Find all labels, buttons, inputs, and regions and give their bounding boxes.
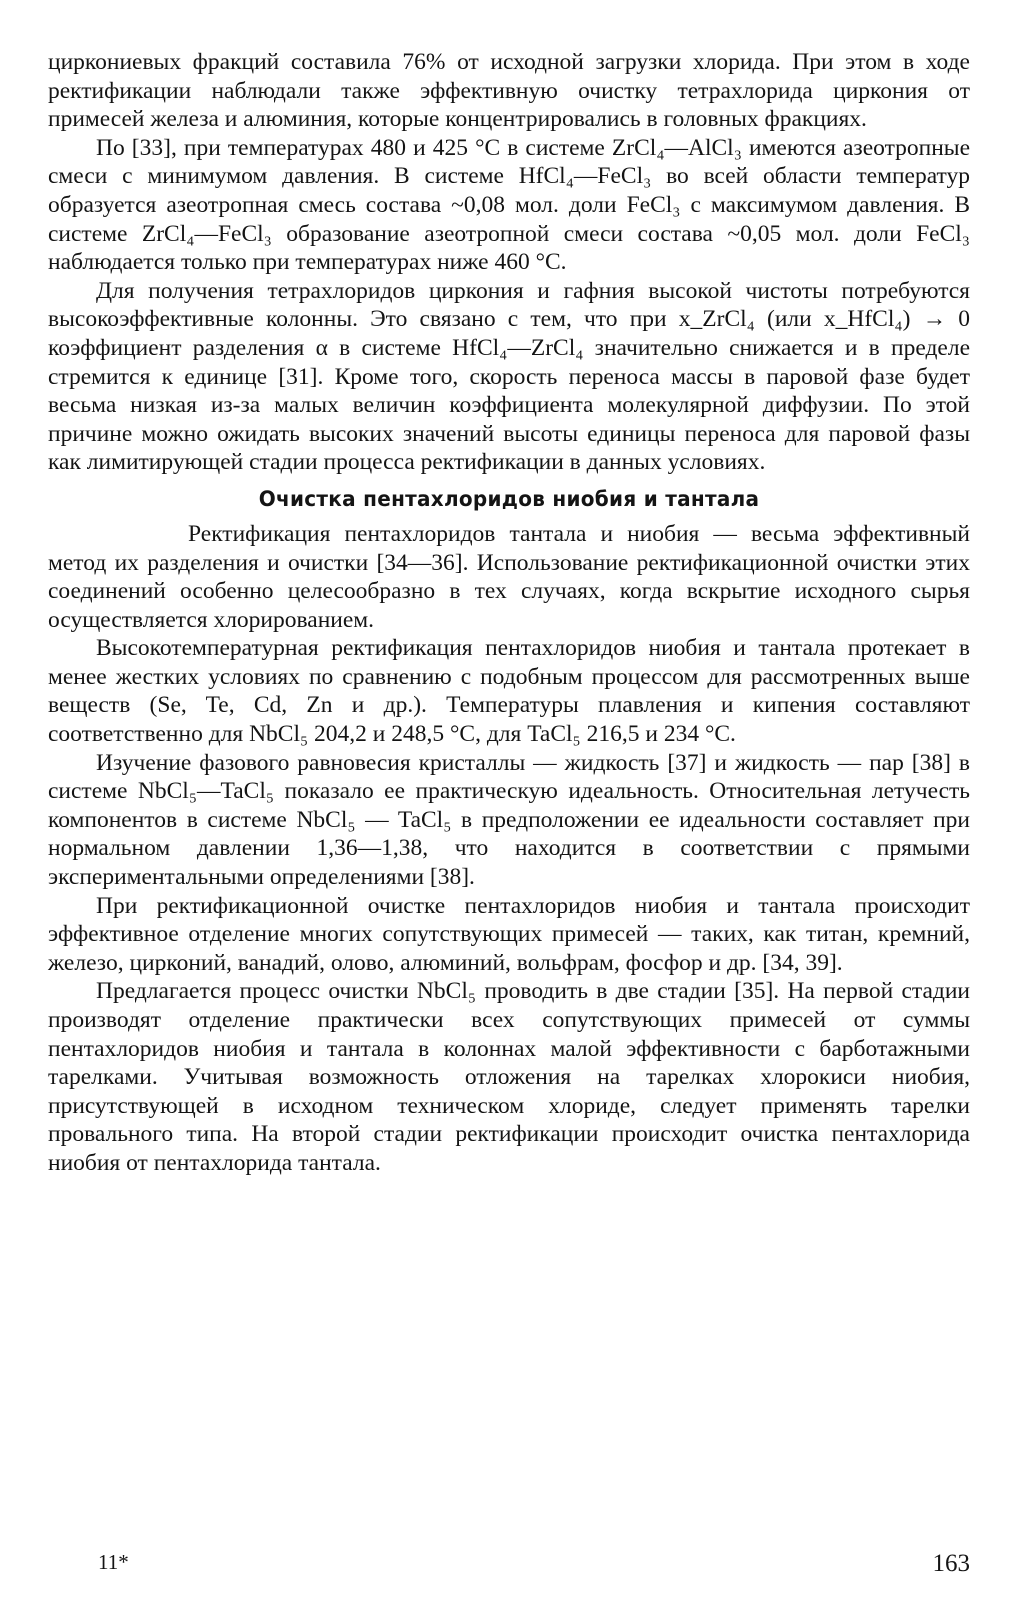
paragraph-4: Ректификация пентахлоридов тантала и ниобия — весьма эффективный метод их разделения и очистки [34—36]. Использование ректификационной очистки этих соединений особенно целесообразно в тех случаях, когда вскрытие исходного сырья осуществляется хлорированием. <box>48 520 970 633</box>
paragraph-6: Изучение фазового равновесия кристаллы — жидкость [37] и жидкость — пар [38] в системе NbCl₅—TaCl₅ показало ее практическую идеальность. Относительная летучесть компонентов в системе NbCl₅ — TaCl₅ в предположении ее идеальности составляет при нормальном давлении 1,36—1,38, что находится в соответствии с прямыми экспериментальными определениями [38]. <box>48 749 970 891</box>
paragraph-2: По [33], при температурах 480 и 425 °С в системе ZrCl₄—AlCl₃ имеются азеотропные смеси с минимумом давления. В системе HfCl₄—FeCl₃ во всей области температур образуется азеотропная смесь состава ~0,08 мол. доли FeCl₃ с максимумом давления. В системе ZrCl₄—FeCl₃ образование азеотропной смеси состава ~0,05 мол. доли FeCl₃ наблюдается только при температурах ниже 460 °С. <box>48 134 970 276</box>
paragraph-8: Предлагается процесс очистки NbCl₅ проводить в две стадии [35]. На первой стадии производят отделение практически всех сопутствующих примесей от суммы пентахлоридов ниобия и тантала в колоннах малой эффективности с барботажными тарелками. Учитывая возможность отложения на тарелках хлорокиси ниобия, присутствующей в исходном техническом хлориде, следует применять тарелки провального типа. На второй стадии ректификации происходит очистка пентахлорида ниобия от пентахлорида тантала. <box>48 978 970 1176</box>
page-number: 163 <box>932 1550 970 1577</box>
page-footer <box>48 1550 970 1580</box>
paragraph-5: Высокотемпературная ректификация пентахлоридов ниобия и тантала протекает в менее жестких условиях по сравнению с подобным процессом для рассмотренных выше веществ (Se, Te, Cd, Zn и др.). Температуры плавления и кипения составляют соответственно для NbCl₅ 204,2 и 248,5 °С, для TaCl₅ 216,5 и 234 °С. <box>48 635 970 748</box>
paragraph-7: При ректификационной очистке пентахлоридов ниобия и тантала происходит эффективное отделение многих сопутствующих примесей — таких, как титан, кремний, железо, цирконий, ванадий, олово, алюминий, вольфрам, фосфор и др. [34, 39]. <box>48 892 970 976</box>
section-heading: Очистка пентахлоридов ниобия и тантала <box>258 486 760 512</box>
signature-mark: 11* <box>98 1550 129 1574</box>
page-body <box>48 48 970 1178</box>
paragraph-3: Для получения тетрахлоридов циркония и гафния высокой чистоты потребуются высокоэффективные колонны. Это связано с тем, что при x_ZrCl₄ (или x_HfCl₄) → 0 коэффициент разделения α в системе HfCl₄—ZrCl₄ значительно снижается и в пределе стремится к единице [31]. Кроме того, скорость переноса массы в паровой фазе будет весьма низкая из-за малых величин коэффициента молекулярной диффузии. По этой причине можно ожидать высоких значений высоты единицы переноса для паровой фазы как лимитирующей стадии процесса ректификации в данных условиях. <box>48 277 970 476</box>
paragraph-1: циркониевых фракций составила 76% от исходной загрузки хлорида. При этом в ходе ректификации наблюдали также эффективную очистку тетрахлорида циркония от примесей железа и алюминия, которые концентрировались в головных фракциях. <box>48 49 970 133</box>
